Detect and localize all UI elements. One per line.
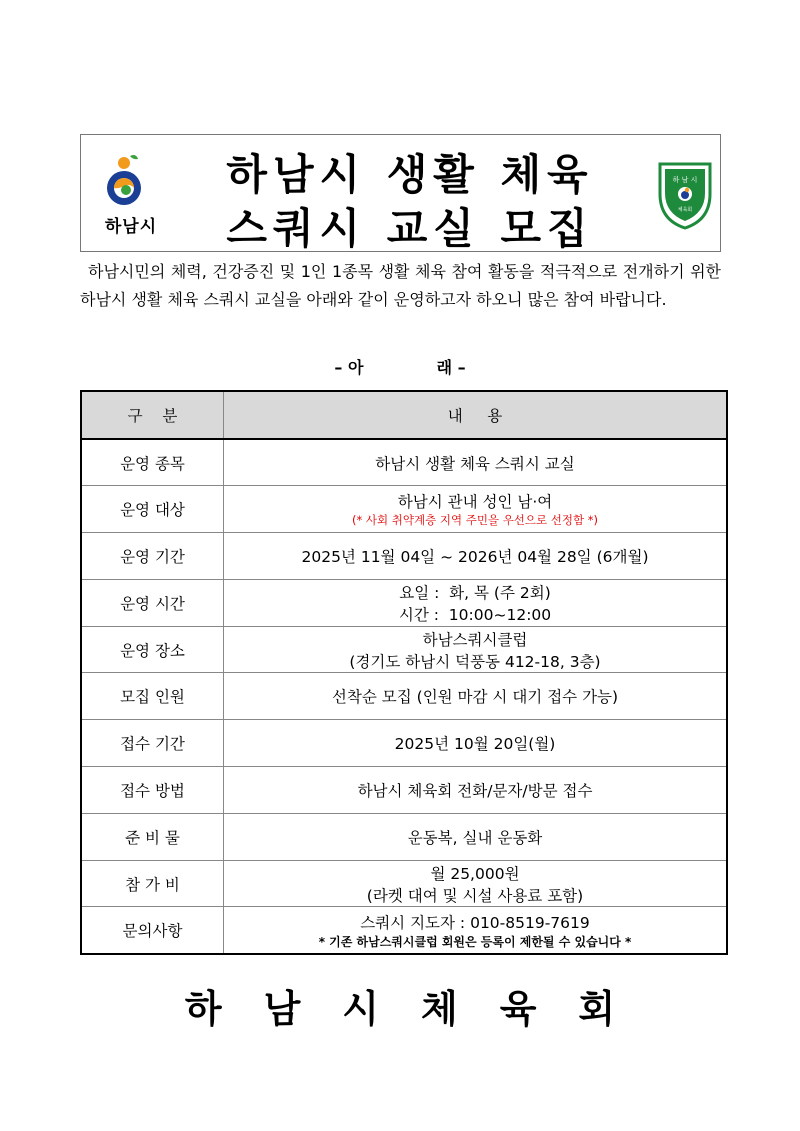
row-label: 접수 기간 <box>81 720 224 767</box>
page-title-line1: 하남시 생활 체육 <box>226 150 594 199</box>
table-row <box>81 626 727 673</box>
page-title-line2: 스쿼시 교실 모집 <box>226 204 594 253</box>
row-value <box>224 486 728 533</box>
table-header-row <box>81 391 727 439</box>
table-header-category: 구 분 <box>81 391 224 439</box>
row-value <box>224 767 728 814</box>
table-row <box>81 673 727 720</box>
info-table <box>80 390 728 955</box>
table-row <box>81 907 727 954</box>
table-row <box>81 860 727 907</box>
registration-restriction-note: * 기존 하남스쿼시클럽 회원은 등록이 제한될 수 있습니다 * <box>318 934 632 949</box>
table-row <box>81 579 727 626</box>
row-value-line: 2025년 11월 04일 ~ 2026년 04월 28일 (6개월) <box>301 547 649 566</box>
table-row <box>81 533 727 580</box>
notice-heading <box>0 355 800 378</box>
row-value-line: 선착순 모집 (인원 마감 시 대기 접수 가능) <box>331 688 619 707</box>
row-value <box>224 626 728 673</box>
row-value <box>224 673 728 720</box>
organization-footer: 하남시체육회 <box>184 987 658 1031</box>
row-value-line: 월 25,000원 <box>430 864 520 883</box>
row-value <box>224 813 728 860</box>
emblem-subtext: 체육회 <box>677 207 693 213</box>
notice-heading-left: – 아 <box>334 358 364 377</box>
row-value <box>224 720 728 767</box>
row-label: 준 비 물 <box>81 813 224 860</box>
row-value-line: 2025년 10월 20일(월) <box>394 735 556 754</box>
row-value-line: (경기도 하남시 덕풍동 412-18, 3층) <box>349 652 601 671</box>
row-label: 운영 장소 <box>81 626 224 673</box>
sports-council-emblem-icon <box>656 160 714 230</box>
row-value <box>224 439 728 486</box>
row-value <box>224 533 728 580</box>
row-label: 모집 인원 <box>81 673 224 720</box>
row-label: 문의사항 <box>81 907 224 954</box>
emblem-text: 하 남 시 <box>672 176 698 184</box>
row-value <box>224 579 728 626</box>
row-value-line: 운동복, 실내 운동화 <box>407 828 543 847</box>
row-value-line: 하남스쿼시클럽 <box>422 630 528 649</box>
logo-text: 하남시 <box>104 217 158 237</box>
row-value <box>224 907 728 954</box>
row-value-line: 시간 : 10:00~12:00 <box>398 605 552 624</box>
hanam-city-logo <box>100 154 162 237</box>
row-label: 운영 종목 <box>81 439 224 486</box>
table-row <box>81 486 727 533</box>
row-value-line: 하남시 생활 체육 스쿼시 교실 <box>375 454 575 473</box>
priority-note: (* 사회 취약계층 지역 주민을 우선으로 선정함 *) <box>351 513 599 528</box>
row-label: 참 가 비 <box>81 860 224 907</box>
row-label: 운영 기간 <box>81 533 224 580</box>
table-row <box>81 720 727 767</box>
table-row <box>81 767 727 814</box>
row-value <box>224 860 728 907</box>
row-value-line: 하남시 체육회 전화/문자/방문 접수 <box>357 781 593 800</box>
table-row <box>81 439 727 486</box>
intro-paragraph <box>80 258 721 313</box>
row-value-line: 스쿼시 지도자 : 010-8519-7619 <box>360 913 590 932</box>
row-value-line: (라켓 대여 및 시설 사용료 포함) <box>366 886 584 905</box>
notice-heading-right: 래 – <box>436 358 466 377</box>
intro-text: 하남시민의 체력, 건강증진 및 1인 1종목 생활 체육 참여 활동을 적극적으로 전개하기 위한 하남시 생활 체육 스쿼시 교실을 아래와 같이 운영하고자 하오니 많은 참여 바랍니다. <box>80 262 721 309</box>
row-label: 운영 시간 <box>81 579 224 626</box>
table-header-content: 내 용 <box>224 391 728 439</box>
table-row <box>81 813 727 860</box>
hanam-logo-icon <box>100 154 162 206</box>
row-value-line: 요일 : 화, 목 (주 2회) <box>399 583 551 602</box>
row-value-line: 하남시 관내 성인 남·여 <box>397 493 553 512</box>
row-label: 접수 방법 <box>81 767 224 814</box>
row-label: 운영 대상 <box>81 486 224 533</box>
